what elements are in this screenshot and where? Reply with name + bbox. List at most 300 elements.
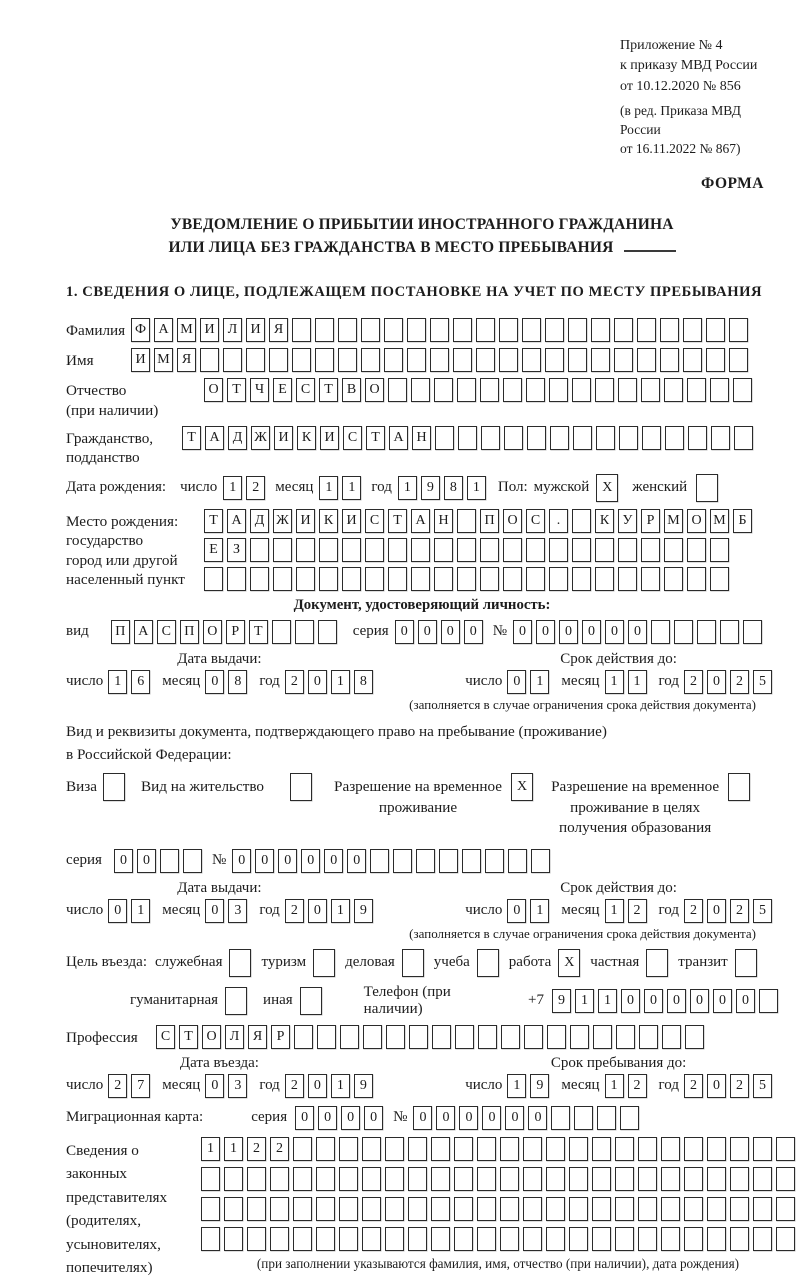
char-box[interactable] xyxy=(430,348,449,372)
char-box[interactable] xyxy=(523,1227,542,1251)
purpose-business-checkbox[interactable] xyxy=(402,949,424,977)
char-box[interactable] xyxy=(664,538,683,562)
sex-female-checkbox[interactable] xyxy=(696,474,718,502)
char-box[interactable] xyxy=(462,849,481,873)
char-box[interactable] xyxy=(296,538,315,562)
char-box[interactable]: Т xyxy=(249,620,268,644)
char-box[interactable]: П xyxy=(180,620,199,644)
residence-issue-month[interactable] xyxy=(205,899,247,923)
char-box[interactable]: 0 xyxy=(295,1106,314,1130)
char-box[interactable] xyxy=(637,348,656,372)
char-box[interactable] xyxy=(273,567,292,591)
identity-series-boxes[interactable] xyxy=(395,620,483,644)
option-residence-permit-checkbox[interactable] xyxy=(290,773,312,801)
char-box[interactable] xyxy=(316,1227,335,1251)
char-box[interactable]: М xyxy=(710,509,729,533)
char-box[interactable] xyxy=(457,378,476,402)
char-box[interactable] xyxy=(569,1197,588,1221)
char-box[interactable] xyxy=(664,378,683,402)
char-box[interactable]: 0 xyxy=(418,620,437,644)
char-box[interactable] xyxy=(408,1137,427,1161)
char-box[interactable] xyxy=(595,567,614,591)
char-box[interactable]: 2 xyxy=(730,1074,749,1098)
char-box[interactable]: 0 xyxy=(605,620,624,644)
char-box[interactable]: Ж xyxy=(273,509,292,533)
identity-issue-year[interactable] xyxy=(285,670,373,694)
char-box[interactable]: О xyxy=(204,378,223,402)
birth-day-boxes[interactable] xyxy=(223,476,265,500)
char-box[interactable]: Ч xyxy=(250,378,269,402)
char-box[interactable] xyxy=(435,426,454,450)
char-box[interactable] xyxy=(250,567,269,591)
char-box[interactable] xyxy=(551,1106,570,1130)
char-box[interactable] xyxy=(499,348,518,372)
char-box[interactable] xyxy=(339,1227,358,1251)
char-box[interactable] xyxy=(526,378,545,402)
char-box[interactable] xyxy=(753,1137,772,1161)
char-box[interactable] xyxy=(318,620,337,644)
char-box[interactable] xyxy=(316,1137,335,1161)
char-box[interactable] xyxy=(457,509,476,533)
char-box[interactable] xyxy=(595,378,614,402)
char-box[interactable]: 0 xyxy=(347,849,366,873)
char-box[interactable] xyxy=(500,1167,519,1191)
char-box[interactable] xyxy=(453,348,472,372)
char-box[interactable]: 0 xyxy=(559,620,578,644)
char-box[interactable] xyxy=(500,1137,519,1161)
char-box[interactable] xyxy=(568,348,587,372)
char-box[interactable] xyxy=(618,378,637,402)
char-box[interactable] xyxy=(549,378,568,402)
char-box[interactable] xyxy=(453,318,472,342)
char-box[interactable]: 0 xyxy=(308,670,327,694)
char-box[interactable]: Т xyxy=(366,426,385,450)
stay-month[interactable] xyxy=(605,1074,647,1098)
char-box[interactable] xyxy=(592,1197,611,1221)
char-box[interactable] xyxy=(408,1167,427,1191)
char-box[interactable] xyxy=(531,849,550,873)
char-box[interactable] xyxy=(434,567,453,591)
char-box[interactable] xyxy=(500,1227,519,1251)
char-box[interactable] xyxy=(365,567,384,591)
char-box[interactable]: Я xyxy=(269,318,288,342)
char-box[interactable] xyxy=(342,567,361,591)
char-box[interactable]: X xyxy=(511,773,533,801)
char-box[interactable] xyxy=(247,1197,266,1221)
char-box[interactable]: Е xyxy=(273,378,292,402)
char-box[interactable]: Р xyxy=(226,620,245,644)
char-box[interactable] xyxy=(454,1137,473,1161)
char-box[interactable] xyxy=(317,1025,336,1049)
char-box[interactable]: 3 xyxy=(228,899,247,923)
char-box[interactable] xyxy=(687,538,706,562)
char-box[interactable] xyxy=(684,1167,703,1191)
char-box[interactable] xyxy=(661,1197,680,1221)
char-box[interactable] xyxy=(545,348,564,372)
char-box[interactable] xyxy=(183,849,202,873)
char-box[interactable] xyxy=(549,538,568,562)
char-box[interactable] xyxy=(411,567,430,591)
char-box[interactable]: 1 xyxy=(319,476,338,500)
char-box[interactable] xyxy=(665,426,684,450)
char-box[interactable]: 2 xyxy=(628,1074,647,1098)
char-box[interactable] xyxy=(641,378,660,402)
char-box[interactable]: 0 xyxy=(364,1106,383,1130)
char-box[interactable] xyxy=(247,1227,266,1251)
residence-series-boxes[interactable] xyxy=(114,849,202,873)
char-box[interactable] xyxy=(362,1197,381,1221)
patronymic-boxes[interactable] xyxy=(204,378,752,402)
char-box[interactable]: 0 xyxy=(507,899,526,923)
char-box[interactable] xyxy=(431,1137,450,1161)
char-box[interactable] xyxy=(273,538,292,562)
char-box[interactable] xyxy=(407,348,426,372)
char-box[interactable]: И xyxy=(320,426,339,450)
char-box[interactable] xyxy=(684,1137,703,1161)
char-box[interactable] xyxy=(458,426,477,450)
char-box[interactable]: Д xyxy=(250,509,269,533)
char-box[interactable]: С xyxy=(156,1025,175,1049)
char-box[interactable] xyxy=(384,348,403,372)
char-box[interactable]: С xyxy=(296,378,315,402)
char-box[interactable] xyxy=(385,1227,404,1251)
char-box[interactable] xyxy=(457,538,476,562)
char-box[interactable] xyxy=(547,1025,566,1049)
char-box[interactable] xyxy=(370,849,389,873)
char-box[interactable]: 1 xyxy=(628,670,647,694)
representatives-boxes-row1[interactable] xyxy=(201,1137,795,1161)
char-box[interactable]: А xyxy=(134,620,153,644)
char-box[interactable] xyxy=(759,989,778,1013)
purpose-work-checkbox[interactable] xyxy=(558,949,580,977)
char-box[interactable] xyxy=(339,1137,358,1161)
char-box[interactable] xyxy=(710,538,729,562)
char-box[interactable] xyxy=(362,1137,381,1161)
char-box[interactable] xyxy=(638,1137,657,1161)
char-box[interactable]: Т xyxy=(204,509,223,533)
char-box[interactable] xyxy=(685,1025,704,1049)
char-box[interactable]: М xyxy=(177,318,196,342)
char-box[interactable] xyxy=(662,1025,681,1049)
char-box[interactable] xyxy=(439,849,458,873)
char-box[interactable] xyxy=(661,1227,680,1251)
option-temporary-residence-checkbox[interactable] xyxy=(511,773,533,801)
char-box[interactable]: 0 xyxy=(459,1106,478,1130)
char-box[interactable] xyxy=(430,318,449,342)
char-box[interactable]: 2 xyxy=(285,670,304,694)
char-box[interactable] xyxy=(661,1137,680,1161)
char-box[interactable] xyxy=(454,1167,473,1191)
char-box[interactable] xyxy=(569,1137,588,1161)
char-box[interactable]: 0 xyxy=(108,899,127,923)
char-box[interactable]: 0 xyxy=(308,899,327,923)
char-box[interactable] xyxy=(573,426,592,450)
purpose-humanitarian-checkbox[interactable] xyxy=(225,987,247,1015)
char-box[interactable]: 0 xyxy=(621,989,640,1013)
char-box[interactable]: 2 xyxy=(730,670,749,694)
residence-number-boxes[interactable] xyxy=(232,849,550,873)
char-box[interactable]: 0 xyxy=(436,1106,455,1130)
char-box[interactable]: 0 xyxy=(278,849,297,873)
char-box[interactable]: 1 xyxy=(575,989,594,1013)
char-box[interactable]: 0 xyxy=(736,989,755,1013)
char-box[interactable] xyxy=(293,1167,312,1191)
char-box[interactable] xyxy=(342,538,361,562)
char-box[interactable] xyxy=(729,348,748,372)
char-box[interactable]: 0 xyxy=(395,620,414,644)
char-box[interactable] xyxy=(572,567,591,591)
char-box[interactable]: 0 xyxy=(707,1074,726,1098)
char-box[interactable]: 0 xyxy=(644,989,663,1013)
char-box[interactable]: 0 xyxy=(582,620,601,644)
char-box[interactable] xyxy=(315,318,334,342)
char-box[interactable] xyxy=(201,1197,220,1221)
char-box[interactable] xyxy=(478,1025,497,1049)
char-box[interactable]: 2 xyxy=(684,899,703,923)
char-box[interactable] xyxy=(481,426,500,450)
char-box[interactable] xyxy=(523,1167,542,1191)
char-box[interactable] xyxy=(499,318,518,342)
char-box[interactable]: 5 xyxy=(753,670,772,694)
char-box[interactable] xyxy=(409,1025,428,1049)
char-box[interactable] xyxy=(313,949,335,977)
char-box[interactable]: 5 xyxy=(753,1074,772,1098)
char-box[interactable]: 0 xyxy=(628,620,647,644)
char-box[interactable]: 0 xyxy=(114,849,133,873)
char-box[interactable] xyxy=(710,567,729,591)
char-box[interactable] xyxy=(614,348,633,372)
char-box[interactable] xyxy=(615,1137,634,1161)
char-box[interactable]: В xyxy=(342,378,361,402)
char-box[interactable] xyxy=(711,426,730,450)
char-box[interactable] xyxy=(549,567,568,591)
char-box[interactable] xyxy=(638,1167,657,1191)
char-box[interactable] xyxy=(508,849,527,873)
char-box[interactable] xyxy=(402,949,424,977)
char-box[interactable]: А xyxy=(389,426,408,450)
birth-year-boxes[interactable] xyxy=(398,476,486,500)
char-box[interactable]: 0 xyxy=(301,849,320,873)
char-box[interactable]: Е xyxy=(204,538,223,562)
identity-expiry-month[interactable] xyxy=(605,670,647,694)
char-box[interactable]: И xyxy=(246,318,265,342)
char-box[interactable] xyxy=(687,378,706,402)
char-box[interactable] xyxy=(431,1197,450,1221)
entry-day[interactable] xyxy=(108,1074,150,1098)
char-box[interactable] xyxy=(224,1227,243,1251)
char-box[interactable] xyxy=(411,378,430,402)
char-box[interactable]: 0 xyxy=(232,849,251,873)
char-box[interactable] xyxy=(641,538,660,562)
char-box[interactable]: Т xyxy=(227,378,246,402)
char-box[interactable] xyxy=(546,1137,565,1161)
char-box[interactable] xyxy=(269,348,288,372)
char-box[interactable] xyxy=(388,567,407,591)
char-box[interactable] xyxy=(618,538,637,562)
char-box[interactable] xyxy=(434,378,453,402)
char-box[interactable]: 1 xyxy=(530,899,549,923)
char-box[interactable] xyxy=(457,567,476,591)
char-box[interactable] xyxy=(651,620,670,644)
char-box[interactable] xyxy=(247,1167,266,1191)
char-box[interactable] xyxy=(338,318,357,342)
char-box[interactable] xyxy=(753,1197,772,1221)
char-box[interactable] xyxy=(728,773,750,801)
char-box[interactable] xyxy=(315,348,334,372)
char-box[interactable] xyxy=(480,378,499,402)
identity-issue-day[interactable] xyxy=(108,670,150,694)
char-box[interactable]: 2 xyxy=(684,670,703,694)
char-box[interactable]: 0 xyxy=(137,849,156,873)
char-box[interactable] xyxy=(477,1197,496,1221)
char-box[interactable] xyxy=(696,474,718,502)
char-box[interactable]: 1 xyxy=(224,1137,243,1161)
option-visa-checkbox[interactable] xyxy=(103,773,125,801)
birth-place-boxes-row3[interactable] xyxy=(204,567,752,591)
char-box[interactable] xyxy=(684,1227,703,1251)
char-box[interactable] xyxy=(619,426,638,450)
char-box[interactable] xyxy=(296,567,315,591)
char-box[interactable] xyxy=(503,378,522,402)
char-box[interactable] xyxy=(500,1197,519,1221)
char-box[interactable]: 0 xyxy=(324,849,343,873)
stay-year[interactable] xyxy=(684,1074,772,1098)
char-box[interactable]: 2 xyxy=(246,476,265,500)
char-box[interactable] xyxy=(776,1227,795,1251)
char-box[interactable] xyxy=(596,426,615,450)
char-box[interactable]: Т xyxy=(388,509,407,533)
char-box[interactable]: 7 xyxy=(131,1074,150,1098)
char-box[interactable] xyxy=(572,509,591,533)
char-box[interactable] xyxy=(639,1025,658,1049)
char-box[interactable] xyxy=(300,987,322,1015)
char-box[interactable]: 1 xyxy=(605,1074,624,1098)
char-box[interactable]: И xyxy=(200,318,219,342)
residence-expiry-month[interactable] xyxy=(605,899,647,923)
char-box[interactable]: 1 xyxy=(331,899,350,923)
char-box[interactable] xyxy=(361,318,380,342)
char-box[interactable] xyxy=(292,318,311,342)
char-box[interactable] xyxy=(225,987,247,1015)
char-box[interactable] xyxy=(501,1025,520,1049)
char-box[interactable] xyxy=(338,348,357,372)
char-box[interactable] xyxy=(707,1137,726,1161)
residence-expiry-day[interactable] xyxy=(507,899,549,923)
char-box[interactable]: Б xyxy=(733,509,752,533)
char-box[interactable] xyxy=(592,1227,611,1251)
char-box[interactable] xyxy=(523,1137,542,1161)
char-box[interactable] xyxy=(455,1025,474,1049)
char-box[interactable] xyxy=(730,1197,749,1221)
surname-boxes[interactable] xyxy=(131,318,748,342)
char-box[interactable]: 0 xyxy=(667,989,686,1013)
char-box[interactable]: О xyxy=(687,509,706,533)
char-box[interactable]: С xyxy=(526,509,545,533)
char-box[interactable] xyxy=(316,1167,335,1191)
char-box[interactable] xyxy=(477,1137,496,1161)
char-box[interactable]: 2 xyxy=(247,1137,266,1161)
char-box[interactable] xyxy=(646,949,668,977)
purpose-other-checkbox[interactable] xyxy=(300,987,322,1015)
char-box[interactable]: 1 xyxy=(530,670,549,694)
char-box[interactable] xyxy=(660,318,679,342)
char-box[interactable] xyxy=(614,318,633,342)
birth-place-boxes-row2[interactable] xyxy=(204,538,752,562)
char-box[interactable] xyxy=(204,567,223,591)
char-box[interactable]: О xyxy=(202,1025,221,1049)
identity-expiry-year[interactable] xyxy=(684,670,772,694)
char-box[interactable] xyxy=(319,567,338,591)
char-box[interactable]: Т xyxy=(182,426,201,450)
char-box[interactable] xyxy=(385,1167,404,1191)
char-box[interactable]: 1 xyxy=(108,670,127,694)
char-box[interactable]: А xyxy=(205,426,224,450)
char-box[interactable] xyxy=(363,1025,382,1049)
char-box[interactable] xyxy=(527,426,546,450)
char-box[interactable] xyxy=(388,538,407,562)
char-box[interactable] xyxy=(384,318,403,342)
char-box[interactable] xyxy=(295,620,314,644)
citizenship-boxes[interactable] xyxy=(182,426,753,450)
char-box[interactable]: 0 xyxy=(505,1106,524,1130)
char-box[interactable] xyxy=(432,1025,451,1049)
char-box[interactable]: 0 xyxy=(707,670,726,694)
char-box[interactable] xyxy=(706,318,725,342)
migration-series-boxes[interactable] xyxy=(295,1106,383,1130)
char-box[interactable]: 0 xyxy=(464,620,483,644)
char-box[interactable] xyxy=(477,1167,496,1191)
char-box[interactable] xyxy=(776,1197,795,1221)
char-box[interactable] xyxy=(638,1197,657,1221)
char-box[interactable] xyxy=(361,348,380,372)
char-box[interactable]: 9 xyxy=(354,1074,373,1098)
char-box[interactable] xyxy=(683,348,702,372)
char-box[interactable] xyxy=(229,949,251,977)
char-box[interactable]: Л xyxy=(225,1025,244,1049)
char-box[interactable]: 2 xyxy=(285,899,304,923)
char-box[interactable] xyxy=(664,567,683,591)
representatives-boxes-row3[interactable] xyxy=(201,1197,795,1221)
char-box[interactable]: 9 xyxy=(421,476,440,500)
char-box[interactable] xyxy=(730,1137,749,1161)
purpose-private-checkbox[interactable] xyxy=(646,949,668,977)
char-box[interactable] xyxy=(224,1167,243,1191)
char-box[interactable] xyxy=(477,949,499,977)
char-box[interactable]: 0 xyxy=(205,899,224,923)
char-box[interactable] xyxy=(385,1197,404,1221)
char-box[interactable] xyxy=(411,538,430,562)
residence-issue-day[interactable] xyxy=(108,899,150,923)
char-box[interactable] xyxy=(546,1227,565,1251)
option-education-residence-checkbox[interactable] xyxy=(728,773,750,801)
char-box[interactable] xyxy=(743,620,762,644)
char-box[interactable] xyxy=(201,1227,220,1251)
char-box[interactable]: Я xyxy=(177,348,196,372)
char-box[interactable] xyxy=(620,1106,639,1130)
char-box[interactable] xyxy=(615,1167,634,1191)
char-box[interactable] xyxy=(362,1227,381,1251)
char-box[interactable]: 2 xyxy=(684,1074,703,1098)
char-box[interactable]: И xyxy=(296,509,315,533)
char-box[interactable]: П xyxy=(480,509,499,533)
representatives-boxes-row2[interactable] xyxy=(201,1167,795,1191)
char-box[interactable] xyxy=(618,567,637,591)
char-box[interactable]: 5 xyxy=(753,899,772,923)
residence-issue-year[interactable] xyxy=(285,899,373,923)
char-box[interactable]: 0 xyxy=(413,1106,432,1130)
char-box[interactable] xyxy=(592,1137,611,1161)
char-box[interactable] xyxy=(200,348,219,372)
